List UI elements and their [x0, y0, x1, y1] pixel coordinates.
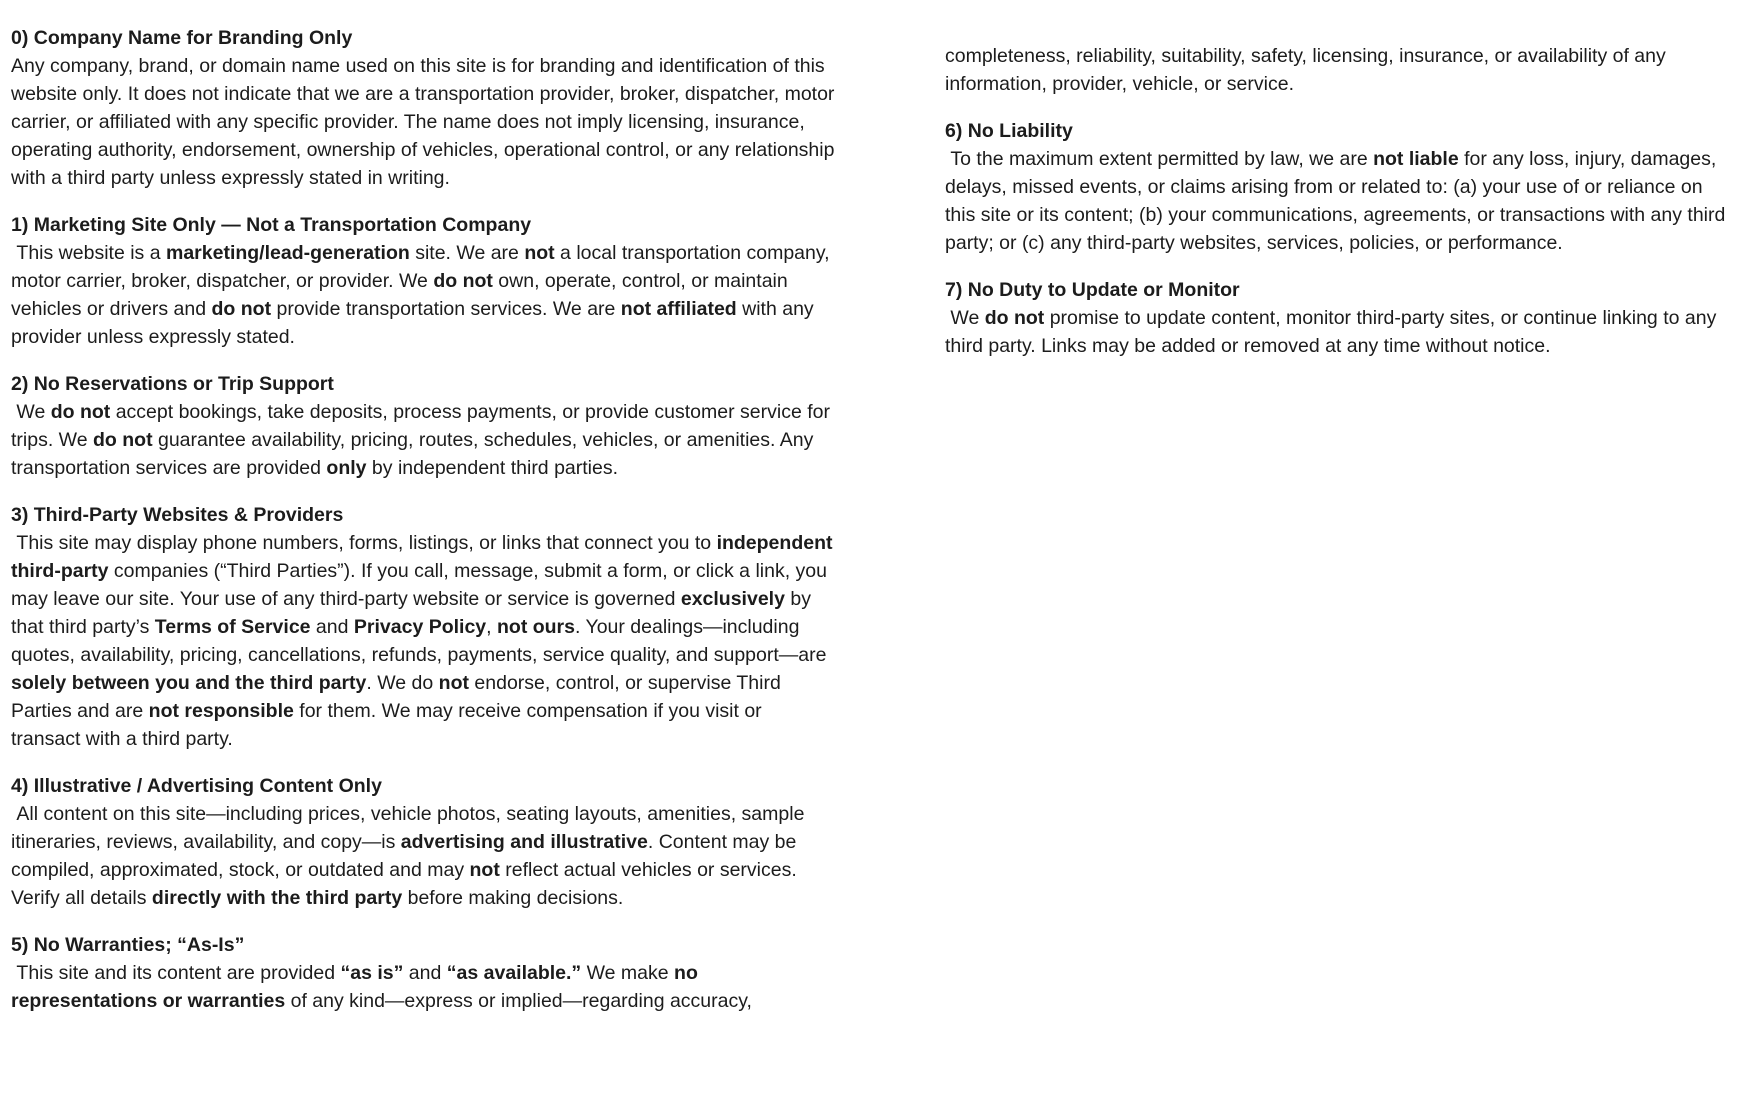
- body-text: accept bookings, take deposits, process payments, or provide customer service for trips. We: [11, 401, 830, 451]
- bold-text: not responsible: [148, 700, 294, 722]
- body-text: own, operate, control, or maintain vehicles or drivers and: [11, 270, 788, 320]
- bold-text: do not: [433, 270, 493, 292]
- bold-text: “as available.”: [446, 962, 582, 984]
- body-text: To the maximum extent permitted by law, we are: [945, 148, 1374, 170]
- bold-text: not ours: [497, 616, 575, 638]
- bold-text: not affiliated: [620, 298, 737, 320]
- section-heading: 7) No Duty to Update or Monitor: [945, 279, 1240, 301]
- body-text: . We do: [366, 672, 439, 694]
- disclaimer-section: [11, 931, 835, 1015]
- bold-text: not: [469, 859, 500, 881]
- bold-text: do not: [211, 298, 272, 320]
- bold-text: Terms of Service: [154, 616, 311, 638]
- bold-text: Privacy Policy: [353, 616, 487, 638]
- body-text: of any kind—express or implied—regarding accuracy,: [285, 990, 752, 1012]
- section-heading: 4) Illustrative / Advertising Content Only: [11, 775, 382, 797]
- bold-text: “as is”: [340, 962, 404, 984]
- bold-text: do not: [984, 307, 1045, 329]
- body-text: and: [310, 616, 354, 638]
- body-text: with any provider unless expressly stated.: [11, 298, 814, 348]
- disclaimer-section: [11, 24, 835, 192]
- body-text: by independent third parties.: [366, 457, 619, 479]
- body-text: . Content may be compiled, approximated, stock, or outdated and may: [11, 831, 797, 881]
- disclaimer-section: [11, 211, 835, 351]
- body-text: for any loss, injury, damages, delays, missed events, or claims arising from or related to: (a) your use of or reliance on this site or its content; (b) your communications, agreements, or transactions with any third party; or (c) any third-party websites, services, policies, or performance.: [945, 148, 1726, 254]
- bold-text: directly with the third party: [151, 887, 403, 909]
- body-text: guarantee availability, pricing, routes, schedules, vehicles, or amenities. Any transportation services are provided: [11, 429, 814, 479]
- body-text: This site and its content are provided: [11, 962, 341, 984]
- body-text: . Your dealings—including quotes, availability, pricing, cancellations, refunds, payments, service quality, and support—are: [11, 616, 827, 666]
- disclaimer-section: [945, 117, 1737, 257]
- disclaimer-section: [945, 276, 1737, 360]
- section-heading: 3) Third-Party Websites & Providers: [11, 504, 344, 526]
- body-text: ,: [486, 616, 497, 638]
- bold-text: independent third-party: [11, 532, 833, 582]
- bold-text: do not: [50, 401, 111, 423]
- body-text: All content on this site—including prices, vehicle photos, seating layouts, amenities, sample itineraries, reviews, availability, and copy—is: [11, 803, 805, 853]
- body-text: We make: [581, 962, 675, 984]
- body-text: and: [403, 962, 447, 984]
- bold-text: not liable: [1373, 148, 1459, 170]
- body-text: This site may display phone numbers, forms, listings, or links that connect you to: [11, 532, 717, 554]
- body-text: We: [11, 401, 51, 423]
- column-left: [11, 24, 835, 1015]
- body-text: by that third party’s: [11, 588, 811, 638]
- body-text: a local transportation company, motor carrier, broker, dispatcher, or provider. We: [11, 242, 830, 292]
- bold-text: do not: [93, 429, 153, 451]
- body-text: companies (“Third Parties”). If you call, message, submit a form, or click a link, you may leave our site. Your use of any third-party website or service is governed: [11, 560, 827, 610]
- body-text: site. We are: [409, 242, 525, 264]
- disclaimer-section: [11, 772, 835, 912]
- bold-text: not: [438, 672, 469, 694]
- body-text: for them. We may receive compensation if you visit or transact with a third party.: [11, 700, 762, 750]
- disclaimer-section: [11, 370, 835, 482]
- body-text: We: [945, 307, 985, 329]
- bold-text: not: [524, 242, 555, 264]
- body-text: promise to update content, monitor third-party sites, or continue linking to any third party. Links may be added or removed at any time without notice.: [945, 307, 1717, 357]
- body-text: before making decisions.: [402, 887, 624, 909]
- disclaimer-section: [11, 501, 835, 753]
- body-text: This website is a: [11, 242, 166, 264]
- bold-text: solely between you and the third party: [11, 672, 367, 694]
- section-heading: 1) Marketing Site Only — Not a Transportation Company: [11, 214, 532, 236]
- body-text: provide transportation services. We are: [271, 298, 621, 320]
- bold-text: exclusively: [680, 588, 785, 610]
- body-text: completeness, reliability, suitability, safety, licensing, insurance, or availability of any information, provider, vehicle, or service.: [945, 45, 1666, 95]
- section-heading: 5) No Warranties; “As-Is”: [11, 934, 245, 956]
- body-text: endorse, control, or supervise Third Parties and are: [11, 672, 781, 722]
- bold-text: only: [326, 457, 367, 479]
- bold-text: marketing/lead-generation: [165, 242, 410, 264]
- bold-text: advertising and illustrative: [400, 831, 648, 853]
- body-text: Any company, brand, or domain name used on this site is for branding and identification of this website only. It does not indicate that we are a transportation provider, broker, dispatcher, motor carrier, or affiliated with any specific provider. The name does not imply licensing, insurance, operating authority, endorsement, ownership of vehicles, operational control, or any relationship with a third party unless expressly stated in writing.: [11, 55, 835, 189]
- section-heading: 0) Company Name for Branding Only: [11, 27, 353, 49]
- bold-text: no representations or warranties: [11, 962, 698, 1012]
- disclaimer-section-continuation: [945, 42, 1737, 98]
- section-heading: 6) No Liability: [945, 120, 1073, 142]
- section-heading: 2) No Reservations or Trip Support: [11, 373, 334, 395]
- body-text: reflect actual vehicles or services. Verify all details: [11, 859, 797, 909]
- column-right: [945, 24, 1737, 1015]
